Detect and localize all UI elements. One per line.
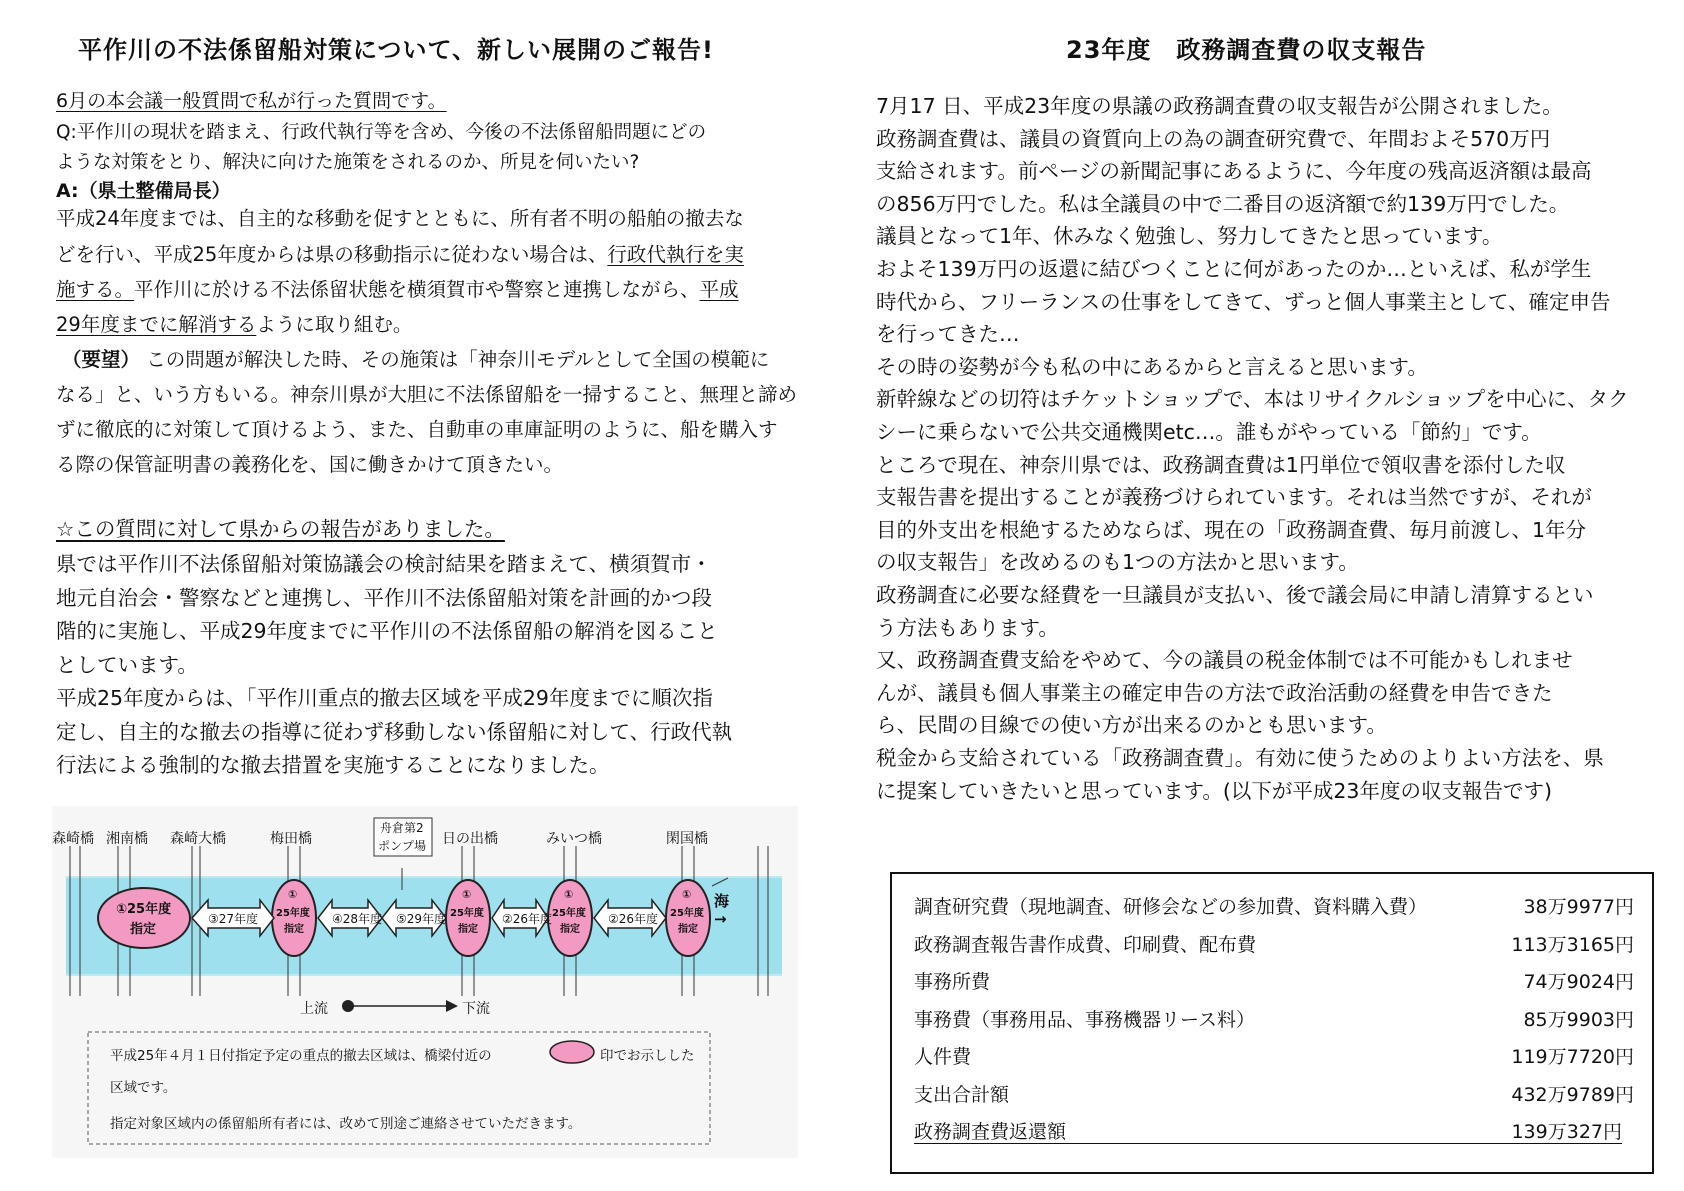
sea-arrow-icon: → xyxy=(714,910,727,928)
zone-label: ① xyxy=(682,888,692,901)
expense-body-line: の収支報告」を改めるのも1つの方法かと思います。 xyxy=(876,550,1359,575)
report-body-line: 県では平作川不法係留船対策協議会の検討結果を踏まえて、横須賀市・ xyxy=(56,552,712,576)
expense-body-line: を行ってきた… xyxy=(876,322,1020,347)
river-map-graphic xyxy=(52,806,798,1158)
zone-label: ① xyxy=(462,888,472,901)
request-line: ずに徹底的に対策して頂けるよう、また、自動車の車庫証明のように、船を購入す xyxy=(56,418,778,441)
expense-label: 事務費（事務用品、事務機器リース料） xyxy=(914,1008,1256,1031)
report-heading: ☆この質問に対して県からの報告がありました。 xyxy=(56,517,505,541)
zone-label: 指定 xyxy=(284,924,304,935)
expense-body-line: 又、政務調査費支給をやめて、今の議員の税金体制では不可能かもしれませ xyxy=(876,648,1573,673)
expense-body-line: 議員となって1年、休みなく勉強し、努力してきたと思っています。 xyxy=(876,224,1503,249)
zone-label: ① xyxy=(564,888,574,901)
bridge-label: みいつ橋 xyxy=(546,831,602,847)
expense-body-line: う方法もあります。 xyxy=(876,615,1059,640)
upstream-label: 上流 xyxy=(300,1001,328,1017)
report-body-line: 地元自治会・警察などと連携し、平作川不法係留船対策を計画的かつ段 xyxy=(56,585,712,610)
answer-text: どを行い、平成25年度からは県の移動指示に従わない場合は、 xyxy=(56,243,608,266)
answer-line xyxy=(56,240,744,270)
expense-body-line: に提案していきたいと思っています。(以下が平成23年度の収支報告です) xyxy=(876,778,1552,803)
answer-label: A:（県土整備局長） xyxy=(56,180,231,202)
expense-label: 政務調査費返還額 xyxy=(914,1121,1067,1143)
expense-body-line: 支給されます。前ページの新聞記事にあるように、今年度の残高返済額は最高 xyxy=(876,159,1592,184)
question-heading: 6月の本会議一般質問で私が行った質問です。 xyxy=(56,90,447,112)
expense-report-box xyxy=(890,872,1654,1174)
answer-line xyxy=(56,275,739,305)
expense-row xyxy=(914,1005,1634,1031)
zone-label: 指定 xyxy=(678,924,698,935)
expense-label: 政務調査報告書作成費、印刷費、配布費 xyxy=(914,933,1257,956)
zone-label: 25年度 xyxy=(670,908,704,919)
expense-amount: 74万9024円 xyxy=(1523,971,1634,993)
river-map-figure xyxy=(52,806,798,1158)
expense-body-line: 税金から支給されている「政務調査費」。有効に使うためのよりよい方法を、県 xyxy=(876,746,1604,770)
expense-label: 人件費 xyxy=(914,1046,972,1068)
zone-label: 指定 xyxy=(458,924,478,935)
bridge-label: 森崎橋 xyxy=(52,831,94,847)
expense-body-line: 政務調査費は、議員の資質向上の為の調査研究費で、年間およそ570万円 xyxy=(876,126,1551,151)
request-line: なる」と、いう方もいる。神奈川県が大胆に不法係留船を一掃すること、無理と諦め xyxy=(56,383,798,406)
bridge-label: 梅田橋 xyxy=(270,831,312,847)
note-text: 平成25年４月１日付指定予定の重点的撤去区域は、橋梁付近の xyxy=(110,1048,492,1064)
bridge-label: 森崎大橋 xyxy=(170,831,226,847)
expense-label: 事務所費 xyxy=(914,971,991,993)
expense-amount: 119万7720円 xyxy=(1511,1046,1634,1068)
expense-body-line: 7月17 日、平成23年度の県議の政務調査費の収支報告が公開されました。 xyxy=(876,94,1563,118)
zone-label: 25年度 xyxy=(450,908,484,919)
expense-body-line: その時の姿勢が今も私の中にあるからと言えると思います。 xyxy=(876,354,1428,379)
expense-amount: 38万9977円 xyxy=(1523,896,1634,918)
zone-label: ① xyxy=(288,888,298,901)
report-body-line: としています。 xyxy=(56,652,198,677)
note-text: 印でお示しした xyxy=(600,1048,695,1064)
expense-body-line: ら、民間の目線での使い方が出来るのかとも思います。 xyxy=(876,713,1387,738)
sea-label: 海 xyxy=(714,892,730,910)
expense-row xyxy=(914,1117,1622,1144)
question-line: ような対策をとり、解決に向けた施策をされるのか、所見を伺いたい? xyxy=(56,152,640,173)
expense-label: 調査研究費（現地調査、研修会などの参加費、資料購入費） xyxy=(914,896,1428,918)
left-title: 平作川の不法係留船対策について、新しい展開のご報告! xyxy=(78,36,714,64)
question-line: Q:平作川の現状を踏まえ、行政代執行等を含め、今後の不法係留船問題にどの xyxy=(56,122,707,143)
expense-row xyxy=(914,1080,1634,1106)
request-label: （要望） xyxy=(62,348,141,371)
zone-label: 指定 xyxy=(560,924,580,935)
bridge-label: 日の出橋 xyxy=(442,831,498,847)
expense-row xyxy=(914,1042,1634,1068)
downstream-label: 下流 xyxy=(462,1001,490,1017)
answer-underlined: 施する。 xyxy=(56,278,135,301)
expense-label: 支出合計額 xyxy=(914,1083,1010,1106)
zone-label: 25年度 xyxy=(552,908,586,919)
answer-underlined: 行政代執行を実 xyxy=(607,243,744,266)
request-line xyxy=(62,345,769,375)
expense-amount: 85万9903円 xyxy=(1523,1008,1634,1031)
report-body-line: 定し、自主的な撤去の指導に従わず移動しない係留船に対して、行政代執 xyxy=(56,719,733,744)
period-label: ④28年度 xyxy=(332,912,383,926)
expense-amount: 432万9789円 xyxy=(1511,1083,1634,1106)
answer-line xyxy=(56,310,412,340)
right-title: 23年度 政務調査費の収支報告 xyxy=(1066,36,1427,64)
flow-start-dot xyxy=(342,1000,354,1012)
expense-body-line: 新幹線などの切符はチケットショップで、本はリサイクルショップを中心に、タク xyxy=(876,387,1629,412)
expense-row xyxy=(914,967,1634,993)
pump-label: ポンプ場 xyxy=(378,839,427,853)
period-label: ②26年度 xyxy=(502,912,553,926)
bridge-label: 閑国橋 xyxy=(666,831,708,847)
zone-label: 指定 xyxy=(130,922,157,937)
answer-underlined: 平成 xyxy=(699,278,739,301)
note-text: 指定対象区域内の係留船所有者には、改めて別途ご連絡させていただきます。 xyxy=(110,1116,582,1132)
answer-text: ように取り組む。 xyxy=(256,313,413,336)
bridge-label: 湘南橋 xyxy=(106,831,148,847)
expense-row xyxy=(914,892,1634,918)
expense-body-line: 時代から、フリーランスの仕事をしてきて、ずっと個人事業主として、確定申告 xyxy=(876,289,1611,314)
expense-amount: 113万3165円 xyxy=(1511,933,1634,956)
expense-row xyxy=(914,930,1634,956)
answer-underlined: 29年度までに解消する xyxy=(56,313,257,336)
report-body-line: 平成25年度からは、「平作川重点的撤去区域を平成29年度までに順次指 xyxy=(56,686,713,710)
expense-body-line: 政務調査に必要な経費を一旦議員が支払い、後で議会局に申請し清算するとい xyxy=(876,583,1594,607)
expense-body-line: シーに乗らないで公共交通機関etc…。誰もがやっている「節約」です。 xyxy=(876,420,1542,444)
report-body-line: 行法による強制的な撤去措置を実施することになりました。 xyxy=(56,753,610,777)
note-text: 区域です。 xyxy=(110,1080,177,1096)
request-line: る際の保管証明書の義務化を、国に働きかけて頂きたい。 xyxy=(56,453,564,476)
expense-body-line: んが、議員も個人事業主の確定申告の方法で政治活動の経費を申告できた xyxy=(876,680,1553,705)
period-label: ②26年度 xyxy=(608,912,659,926)
answer-text: 平作川に於ける不法係留状態を横須賀市や警察と連携しながら、 xyxy=(134,278,700,301)
flow-arrowhead xyxy=(446,1000,458,1012)
answer-line: 平成24年度までは、自主的な移動を促すとともに、所有者不明の船舶の撤去な xyxy=(56,207,744,230)
expense-amount: 139万327円 xyxy=(1511,1121,1622,1143)
expense-body-line: の856万円でした。私は全議員の中で二番目の返済額で約139万円でした。 xyxy=(876,191,1570,216)
report-body-line: 階的に実施し、平成29年度までに平作川の不法係留船の解消を図ること xyxy=(56,619,718,643)
period-label: ⑤29年度 xyxy=(396,912,447,926)
expense-body-line: ところで現在、神奈川県では、政務調査費は1円単位で領収書を添付した収 xyxy=(876,452,1566,477)
expense-body-line: 支報告書を提出することが義務づけられています。それは当然ですが、それが xyxy=(876,485,1592,510)
note-pink-mark xyxy=(550,1041,594,1063)
zone-label: 25年度 xyxy=(276,908,310,919)
request-text: この問題が解決した時、その施策は「神奈川モデルとして全国の模範に xyxy=(146,348,770,371)
period-label: ③27年度 xyxy=(208,912,259,926)
zone-label: ①25年度 xyxy=(116,902,172,917)
expense-body-line: 目的外支出を根絶するためならば、現在の「政務調査費、毎月前渡し、1年分 xyxy=(876,517,1587,542)
pump-label: 舟倉第2 xyxy=(380,821,424,835)
expense-body-line: およそ139万円の返還に結びつくことに何があったのか…といえば、私が学生 xyxy=(876,257,1592,281)
